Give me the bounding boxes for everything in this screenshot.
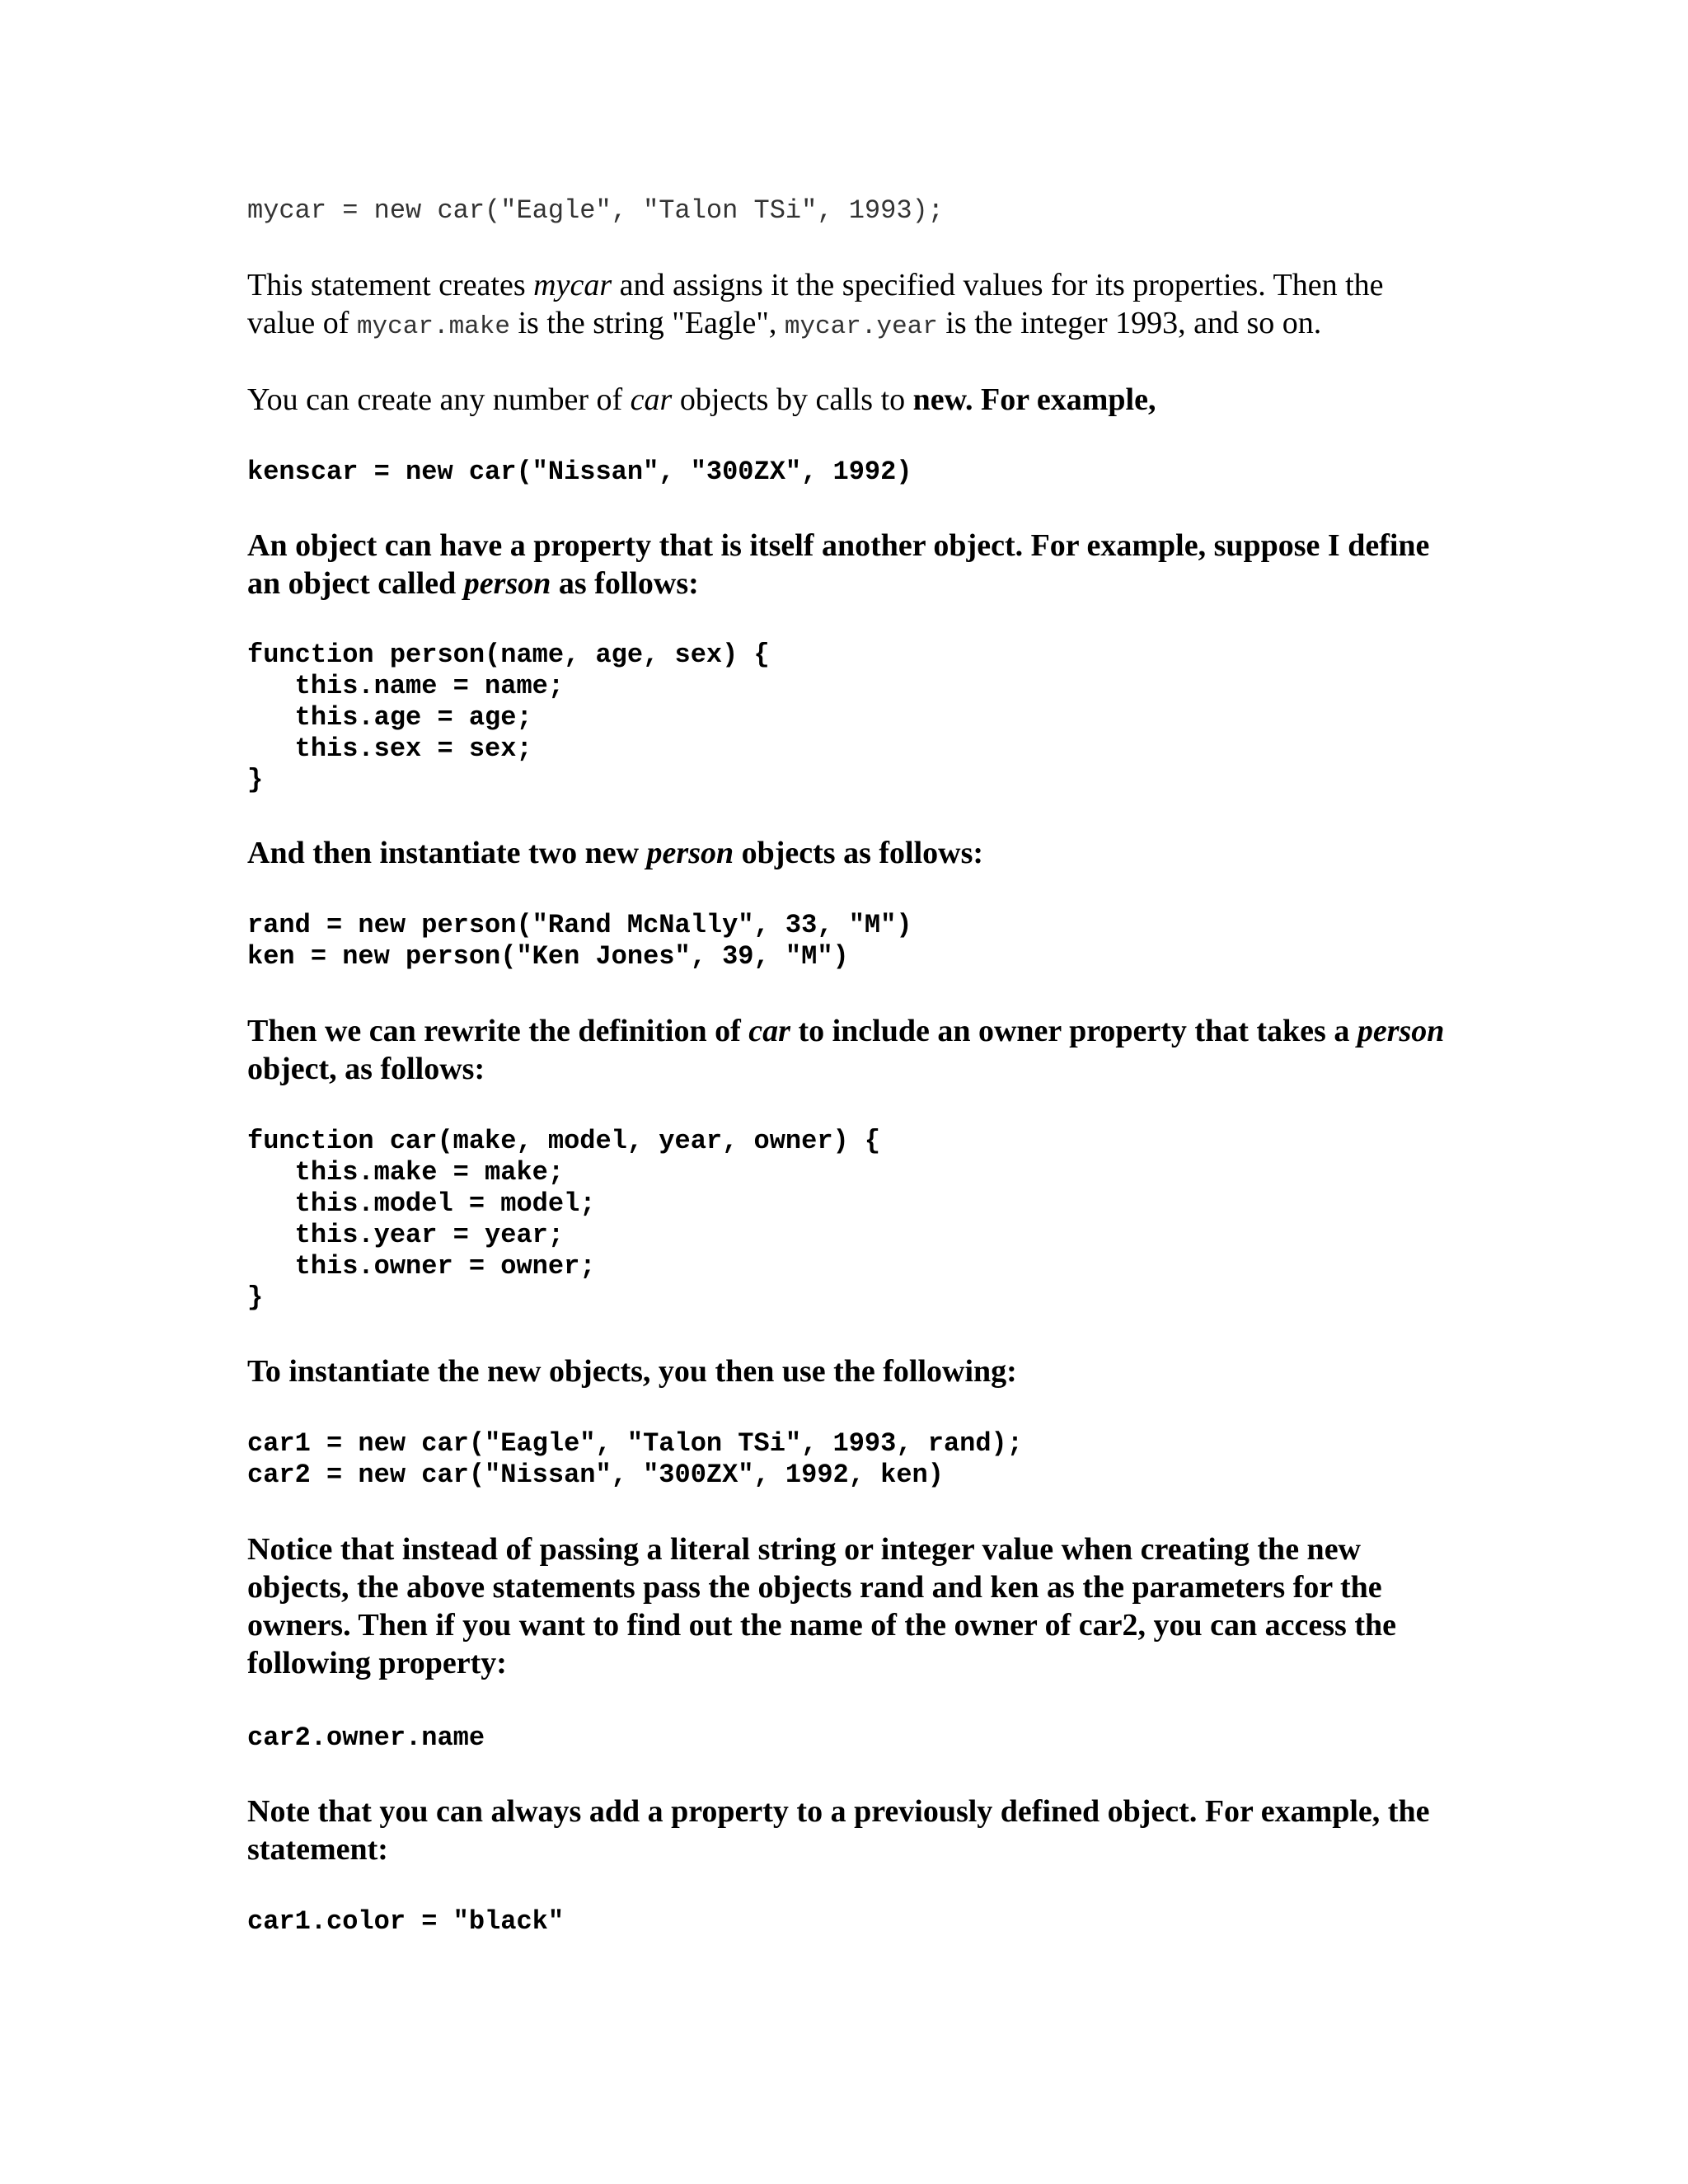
paragraph-mycar-explanation: This statement creates mycar and assigns it the specified values for its properties. Then the value of mycar.make is the string "Eagle", mycar.year is the integer 1993, and so on. [247,268,1384,341]
paragraph-rewrite-car: Then we can rewrite the definition of car to include an owner property that takes a person object, as follows: [247,1014,1445,1086]
code-person-function: function person(name, age, sex) { this.name = name; this.age = age; this.sex = sex; } [247,640,770,795]
paragraph-notice-owners: Notice that instead of passing a literal string or integer value when creating the new objects, the above statements pass the objects rand and ken as the parameters for the owners. Then if you want to find out the name of the owner of car2, you can access the following property: [247,1532,1396,1680]
paragraph-add-property: Note that you can always add a property to a previously defined object. For example, the statement: [247,1794,1430,1867]
paragraph-object-property: An object can have a property that is itself another object. For example, suppose I define an object called person as follows: [247,528,1430,601]
code-mycar: mycar = new car("Eagle", "Talon TSi", 1993); [247,195,944,226]
paragraph-instantiate-persons: And then instantiate two new person objects as follows: [247,836,984,870]
code-kenscar: kenscar = new car("Nissan", "300ZX", 1992) [247,457,912,487]
code-car-color: car1.color = "black" [247,1906,565,1937]
code-car-function: function car(make, model, year, owner) { this.make = make; this.model = model; this.year = year; this.owner = owner; } [247,1126,881,1313]
paragraph-instantiate-cars: To instantiate the new objects, you then use the following: [247,1354,1017,1389]
code-person-instances: rand = new person("Rand McNally", 33, "M") ken = new person("Ken Jones", 39, "M") [247,910,912,972]
paragraph-create-cars: You can create any number of car objects by calls to new. For example, [247,382,1156,417]
code-owner-name: car2.owner.name [247,1722,485,1753]
code-car-instances: car1 = new car("Eagle", "Talon TSi", 1993, rand); car2 = new car("Nissan", "300ZX", 1992, ken) [247,1428,1023,1490]
